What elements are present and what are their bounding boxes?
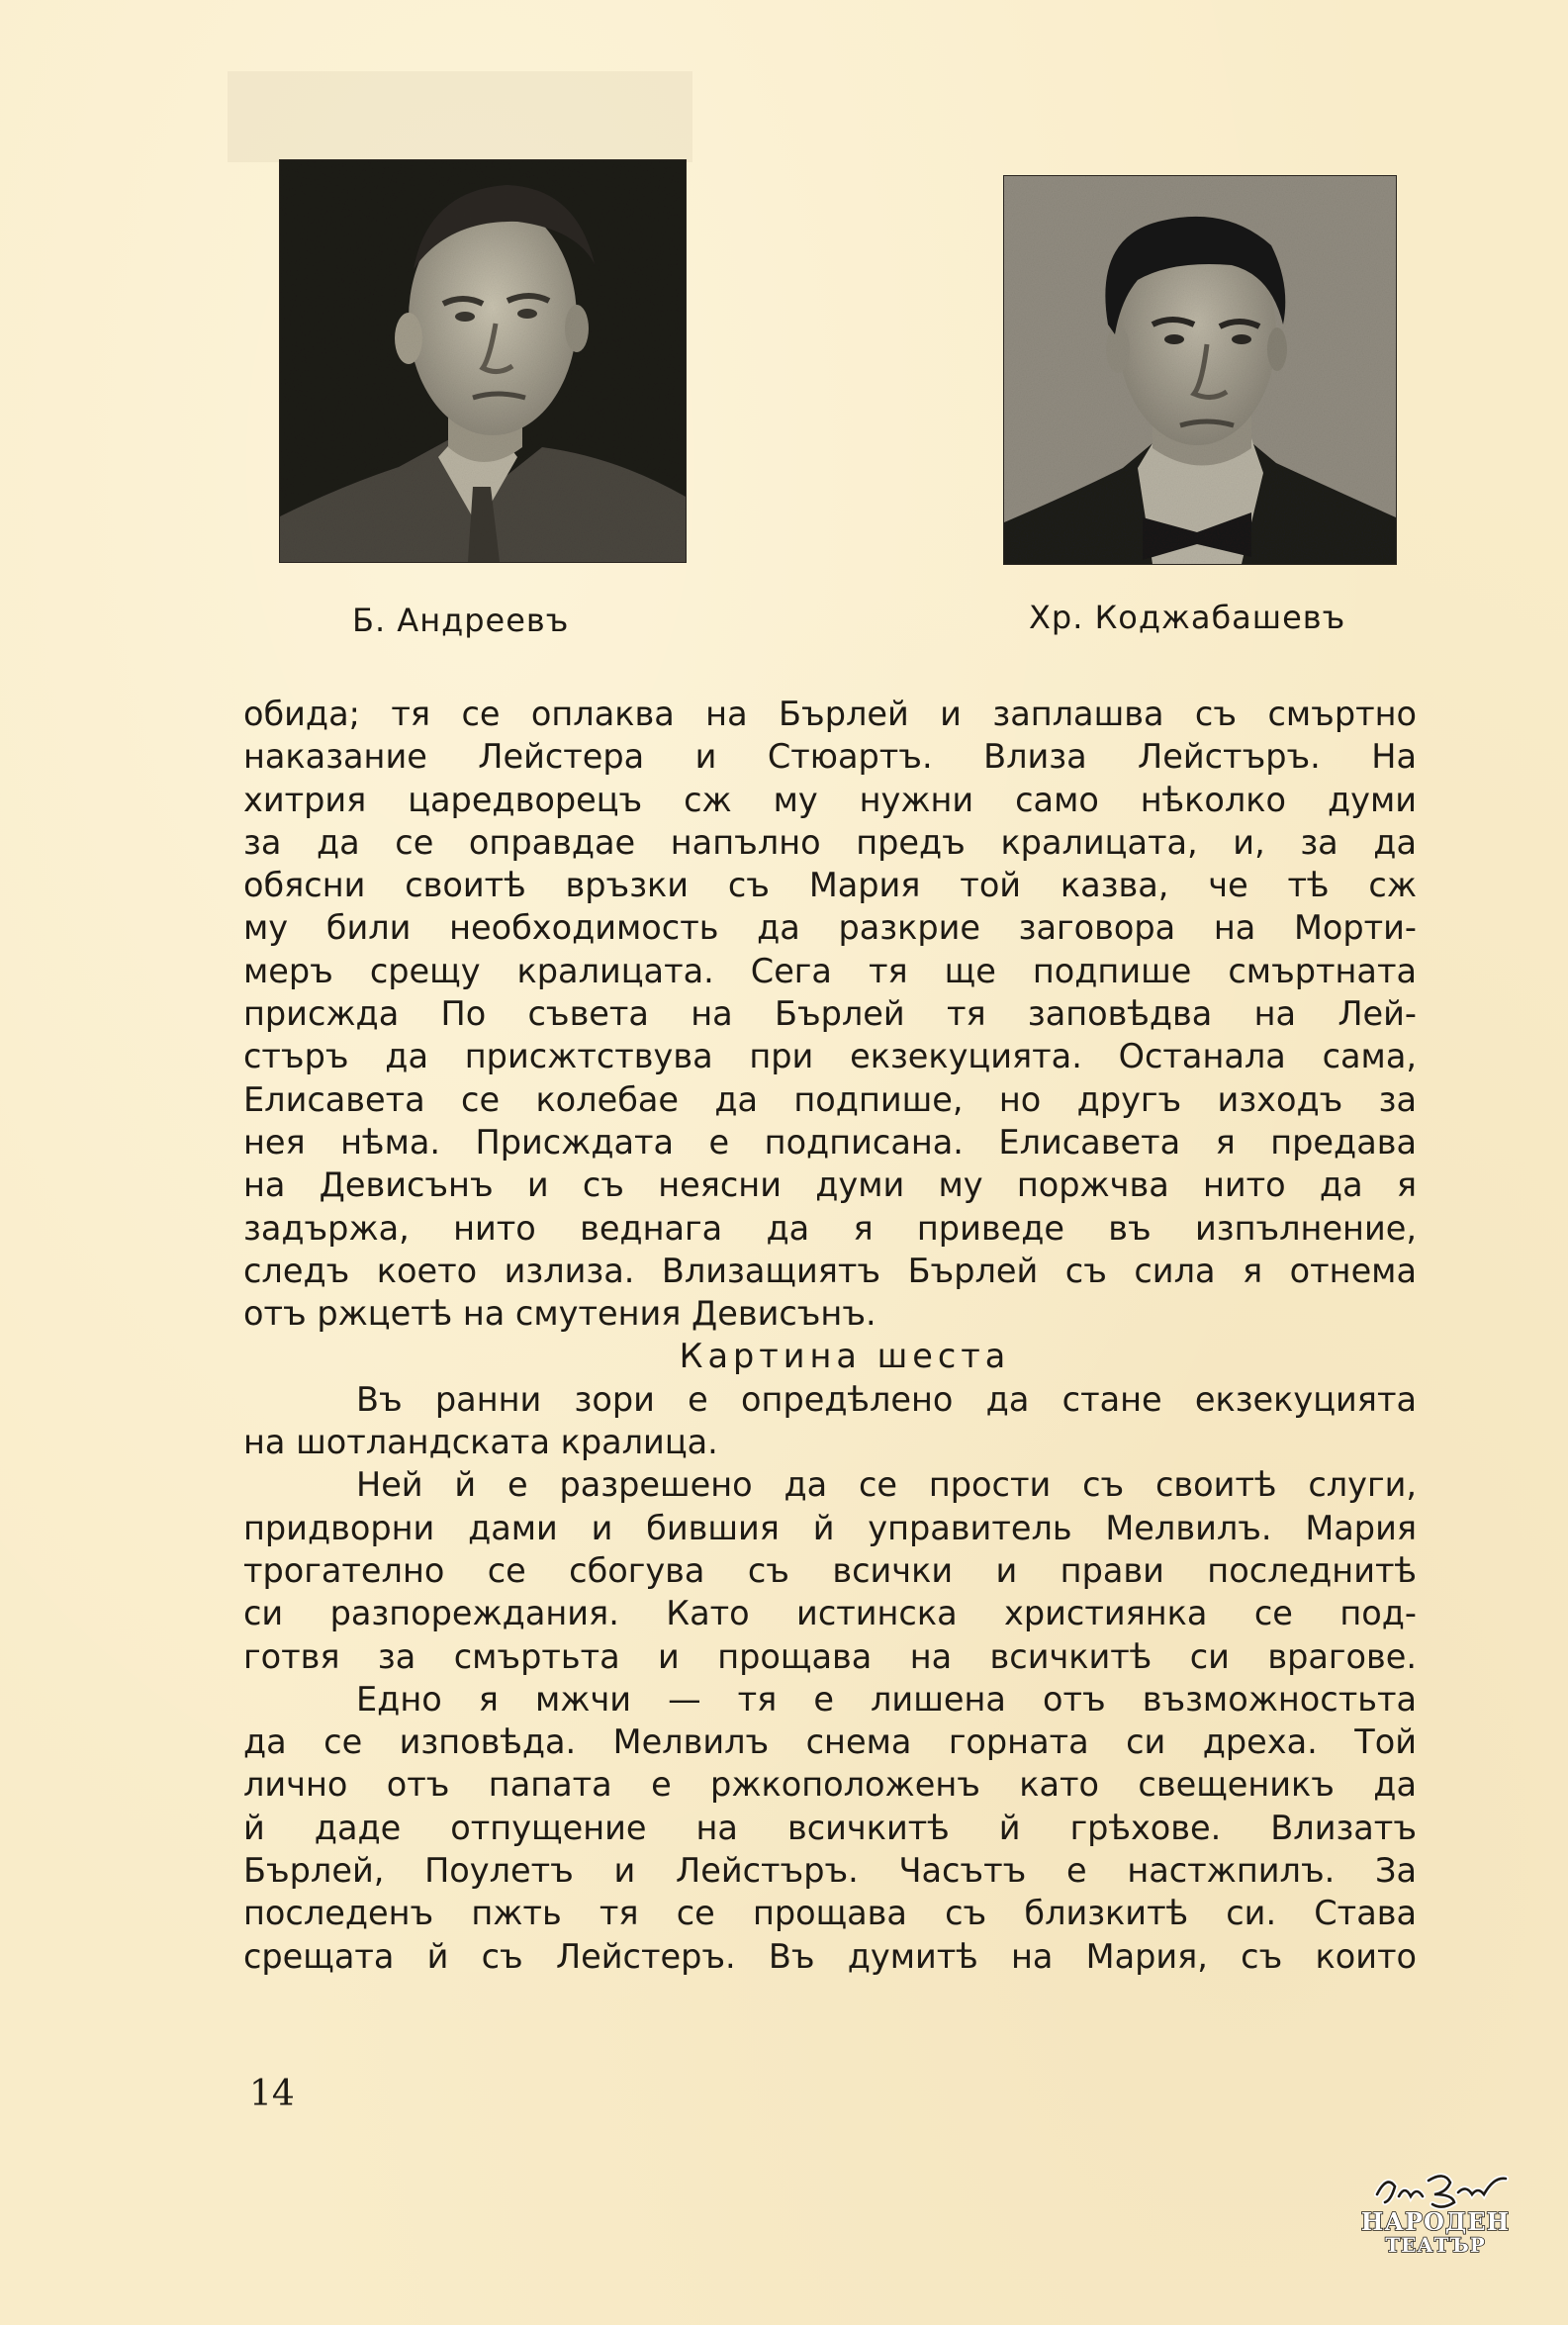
text-line: присжда По съвета на Бърлей тя заповѣдва на Лей- bbox=[243, 994, 1417, 1034]
portrait-photo-andreev bbox=[280, 160, 686, 562]
national-theatre-logo bbox=[1347, 2167, 1523, 2256]
text-line: обида; тя се оплаква на Бърлей и заплашва съ смъртно bbox=[243, 695, 1417, 733]
text-line: лично отъ папата е ржкоположенъ като свещеникъ да bbox=[243, 1765, 1417, 1805]
text-line: за да се оправдае напълно предъ кралицата, и, за да bbox=[243, 822, 1417, 862]
text-line: Ней й е разрешено да се прости съ своитѣ слуги, bbox=[356, 1465, 1417, 1505]
portrait-photo-kodzhabashev bbox=[1004, 176, 1396, 564]
text-line: нея нѣма. Присждата е подписана. Елисавета я предава bbox=[243, 1122, 1417, 1162]
synopsis-text bbox=[243, 693, 1417, 1978]
text-line: отъ ржцетѣ на смутения Девисънъ. bbox=[243, 1294, 876, 1334]
page-number: 14 bbox=[249, 2074, 295, 2114]
show-through-stain bbox=[228, 71, 692, 162]
text-line: обясни своитѣ връзки съ Мария той казва, че тѣ сж bbox=[243, 866, 1417, 905]
text-line: да се изповѣда. Мелвилъ снема горната си дреха. Той bbox=[243, 1722, 1417, 1762]
paragraph bbox=[243, 1463, 1417, 1677]
paragraph bbox=[243, 1378, 1417, 1464]
text-line: трогателно се сбогува съ всички и прави последнитѣ bbox=[243, 1550, 1417, 1590]
text-line: меръ срещу кралицата. Сега тя ще подпише смъртната bbox=[243, 951, 1417, 990]
text-line: наказание Лейстера и Стюартъ. Влиза Лейстъръ. На bbox=[243, 737, 1417, 777]
logo-line-1: НАРОДЕН bbox=[1360, 2207, 1511, 2236]
text-line: Въ ранни зори е опредѣлено да стане екзекуцията bbox=[356, 1379, 1417, 1419]
text-line: на Девисънъ и съ неясни думи му поржчва нито да я bbox=[243, 1165, 1417, 1205]
logo-line-2: ТЕАТЪР bbox=[1385, 2233, 1486, 2256]
text-line: готвя за смъртьта и прощава на всичкитѣ си врагове. bbox=[243, 1636, 1417, 1676]
text-line: задържа, нито веднага да я приведе въ изпълнение, bbox=[243, 1208, 1417, 1248]
photo-caption: Хр. Коджабашевъ bbox=[1029, 599, 1346, 636]
paragraph bbox=[243, 1678, 1417, 1978]
text-line: следъ което излиза. Влизащиятъ Бърлей съ сила я отнема bbox=[243, 1251, 1417, 1290]
text-line: последенъ пжть тя се прощава съ близкитѣ си. Става bbox=[243, 1894, 1417, 1933]
text-line: стъръ да присжтствува при екзекуцията. Останала сама, bbox=[243, 1037, 1417, 1076]
text-line: Бърлей, Поулетъ и Лейстъръ. Часътъ е настжпилъ. За bbox=[243, 1851, 1417, 1891]
text-line: му били необходимость да разкрие заговора на Морти- bbox=[243, 908, 1417, 948]
text-line: срещата й съ Лейстеръ. Въ думитѣ на Мария, съ които bbox=[243, 1936, 1417, 1976]
text-line: хитрия царедворецъ сж му нужни само нѣколко думи bbox=[243, 780, 1417, 819]
text-line: придворни дами и бившия й управитель Мелвилъ. Мария bbox=[243, 1508, 1417, 1547]
photo-caption: Б. Андреевъ bbox=[352, 602, 570, 639]
text-line: Едно я мжчи — тя е лишена отъ възможностьта bbox=[356, 1679, 1417, 1719]
paragraph bbox=[243, 693, 1417, 1335]
text-line: Елисавета се колебае да подпише, но другъ изходъ за bbox=[243, 1079, 1417, 1119]
text-line: й даде отпущение на всичкитѣ й грѣхове. Влизатъ bbox=[243, 1808, 1417, 1847]
section-heading: Картина шеста bbox=[679, 1337, 1011, 1376]
text-line: на шотландската кралица. bbox=[243, 1423, 718, 1462]
text-line: си разпореждания. Като истинска християнка се под- bbox=[243, 1594, 1417, 1633]
